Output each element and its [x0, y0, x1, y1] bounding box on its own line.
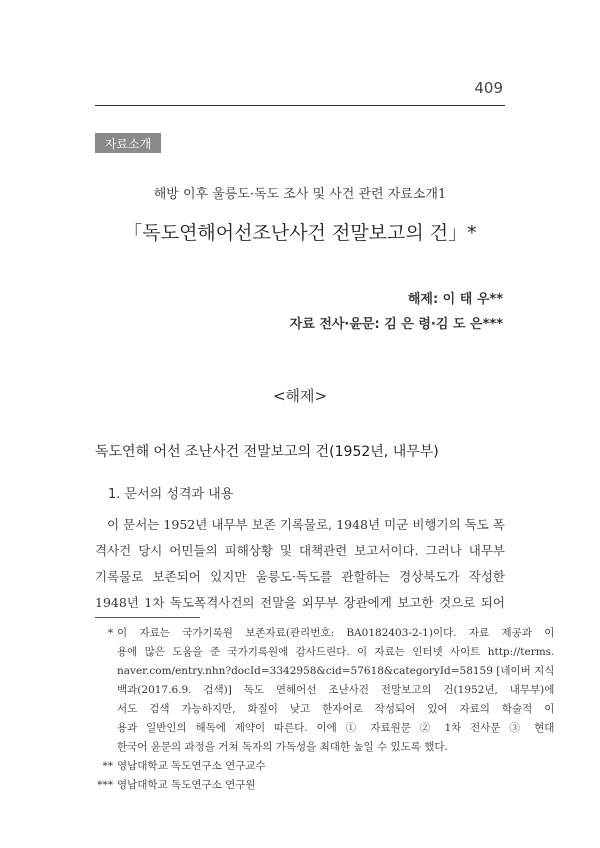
- footnote: [95, 757, 505, 776]
- footnote-mark: ***: [97, 779, 113, 791]
- footnote: [95, 776, 505, 795]
- section-heading: 1. 문서의 성격과 내용: [108, 487, 234, 502]
- body-line: 1948년 1차 독도폭격사건의 전말을 외무부 장관에게 보고한 것으로 되어: [95, 595, 505, 610]
- section-tag: 자료소개: [95, 133, 161, 153]
- footnote-line: 영남대학교 독도연구소 연구원: [117, 779, 256, 791]
- footnote-line: 백과(2017.6.9. 검색)] 독도 연해어선 조난사건 전말보고의 건(1952년, 내무부)에: [117, 684, 555, 696]
- footnotes: [95, 624, 555, 795]
- page-number: 409: [474, 79, 503, 97]
- main-title: 「독도연해어선조난사건 전말보고의 건」*: [123, 222, 477, 244]
- footnote-line: 이 자료는 국가기록원 보존자료(관리번호: BA0182403-2-1)이다. 자료 제공과 이: [117, 627, 555, 639]
- footnote-mark: *: [107, 627, 113, 639]
- header-rule: [95, 105, 505, 106]
- series-title: 해방 이후 울릉도·독도 조사 및 사건 관련 자료소개1: [153, 187, 447, 202]
- footnote: [95, 624, 555, 757]
- document-heading: 독도연해 어선 조난사건 전말보고의 건(1952년, 내무부): [95, 444, 439, 460]
- commentary-heading: <해제>: [272, 387, 328, 405]
- body-line: 격사건 당시 어민들의 피해상황 및 대책관련 보고서이다. 그러나 내무부: [95, 543, 505, 558]
- body-paragraph: [95, 512, 505, 616]
- footnote-line: 용에 많은 도움을 준 국가기록원에 감사드린다. 이 자료는 인터넷 사이트 http://terms.: [117, 646, 555, 658]
- body-line: 기록물로 보존되어 있지만 울릉도·독도를 관할하는 경상북도가 작성한: [95, 569, 505, 584]
- footnote-line: 서도 검색 가능하지만, 화질이 낮고 한자어로 작성되어 있어 자료의 학술적 이: [117, 703, 555, 715]
- body-line: 이 문서는 1952년 내무부 보존 기록물로, 1948년 미군 비행기의 독도 폭: [107, 517, 505, 532]
- footnote-line: 한국어 윤문의 과정을 거쳐 독자의 가독성을 최대한 높일 수 있도록 했다.: [117, 741, 448, 753]
- footnote-line: 영남대학교 독도연구소 연구교수: [117, 760, 266, 772]
- footnote-mark: **: [102, 760, 113, 772]
- footnote-line: naver.com/entry.nhn?docId=3342958&cid=57618&categoryId=58159 [네이버 지식: [117, 665, 555, 677]
- transcriber-credit: 자료 전사·윤문: 김 은 령·김 도 은***: [289, 317, 503, 332]
- author-credit: 해제: 이 태 우**: [407, 292, 503, 307]
- footnote-line: 용과 일반인의 해독에 제약이 따른다. 이에 ① 자료원문 ② 1차 전사문 ③ 현대: [117, 722, 555, 734]
- footnote-rule: [95, 617, 200, 618]
